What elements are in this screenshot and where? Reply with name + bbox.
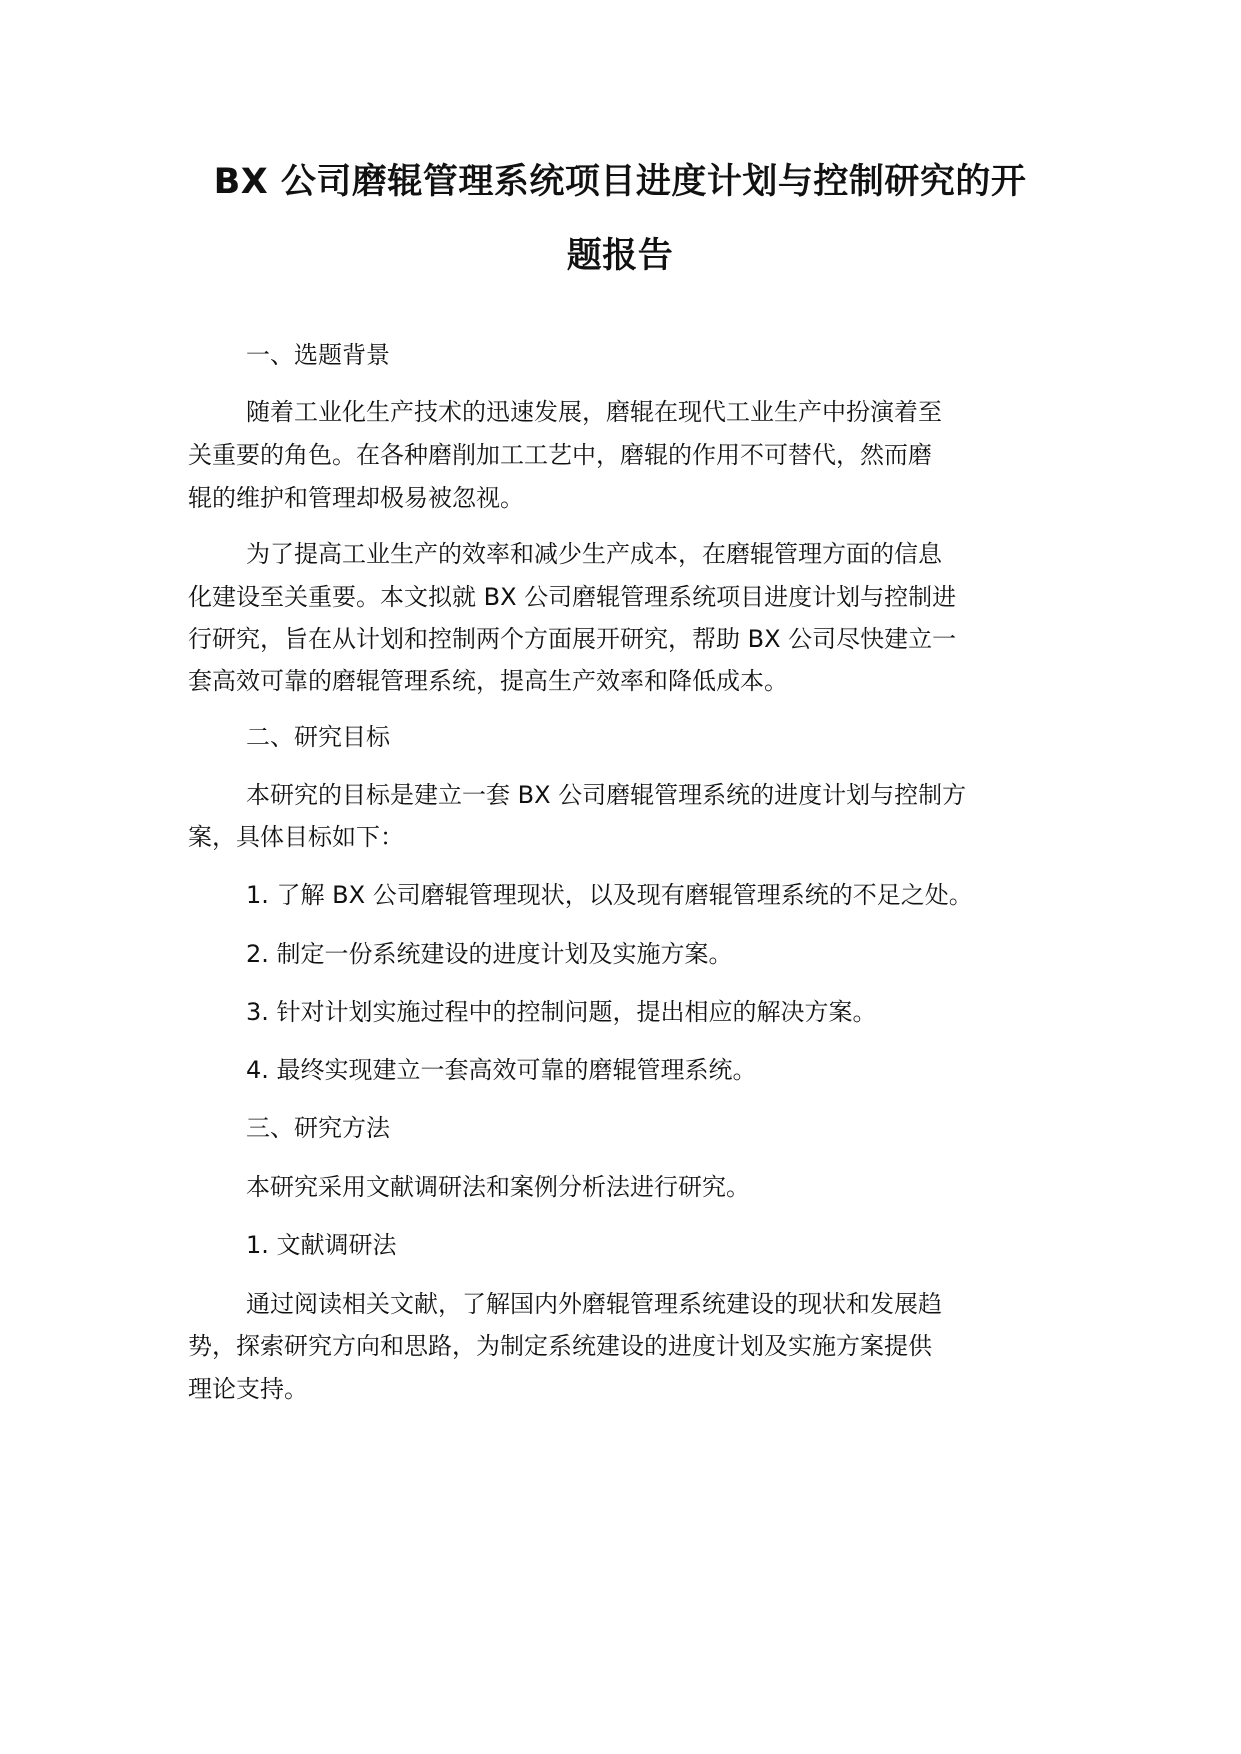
section-heading-methods: 三、研究方法 — [246, 1114, 390, 1142]
paragraph-line: 化建设至关重要。本文拟就 BX 公司磨辊管理系统项目进度计划与控制进 — [188, 583, 957, 611]
section-heading-background: 一、选题背景 — [246, 341, 390, 369]
paragraph-line: 行研究，旨在从计划和控制两个方面展开研究，帮助 BX 公司尽快建立一 — [188, 625, 957, 653]
paragraph-line: 案，具体目标如下： — [188, 823, 404, 851]
paragraph-line: 势，探索研究方向和思路，为制定系统建设的进度计划及实施方案提供 — [188, 1332, 932, 1360]
paragraph-line: 辊的维护和管理却极易被忽视。 — [188, 484, 524, 512]
goal-list-item: 4. 最终实现建立一套高效可靠的磨辊管理系统。 — [246, 1056, 757, 1084]
document-title-line-1: BX 公司磨辊管理系统项目进度计划与控制研究的开 — [213, 162, 1027, 202]
paragraph-line: 通过阅读相关文献，了解国内外磨辊管理系统建设的现状和发展趋 — [246, 1290, 942, 1318]
paragraph-line: 套高效可靠的磨辊管理系统，提高生产效率和降低成本。 — [188, 667, 788, 695]
paragraph-line: 本研究采用文献调研法和案例分析法进行研究。 — [246, 1173, 750, 1201]
goal-list-item: 3. 针对计划实施过程中的控制问题，提出相应的解决方案。 — [246, 998, 877, 1026]
subsection-heading-literature-review: 1. 文献调研法 — [246, 1231, 397, 1259]
goal-list-item: 2. 制定一份系统建设的进度计划及实施方案。 — [246, 940, 733, 968]
section-heading-goals: 二、研究目标 — [246, 723, 390, 751]
paragraph-line: 随着工业化生产技术的迅速发展，磨辊在现代工业生产中扮演着至 — [246, 398, 942, 426]
paragraph-line: 理论支持。 — [188, 1375, 308, 1403]
goal-list-item: 1. 了解 BX 公司磨辊管理现状，以及现有磨辊管理系统的不足之处。 — [246, 881, 973, 909]
paragraph-line: 关重要的角色。在各种磨削加工工艺中，磨辊的作用不可替代，然而磨 — [188, 441, 932, 469]
paragraph-line: 本研究的目标是建立一套 BX 公司磨辊管理系统的进度计划与控制方 — [246, 781, 967, 809]
paragraph-line: 为了提高工业生产的效率和减少生产成本，在磨辊管理方面的信息 — [246, 540, 942, 568]
document-title-line-2: 题报告 — [566, 236, 674, 276]
